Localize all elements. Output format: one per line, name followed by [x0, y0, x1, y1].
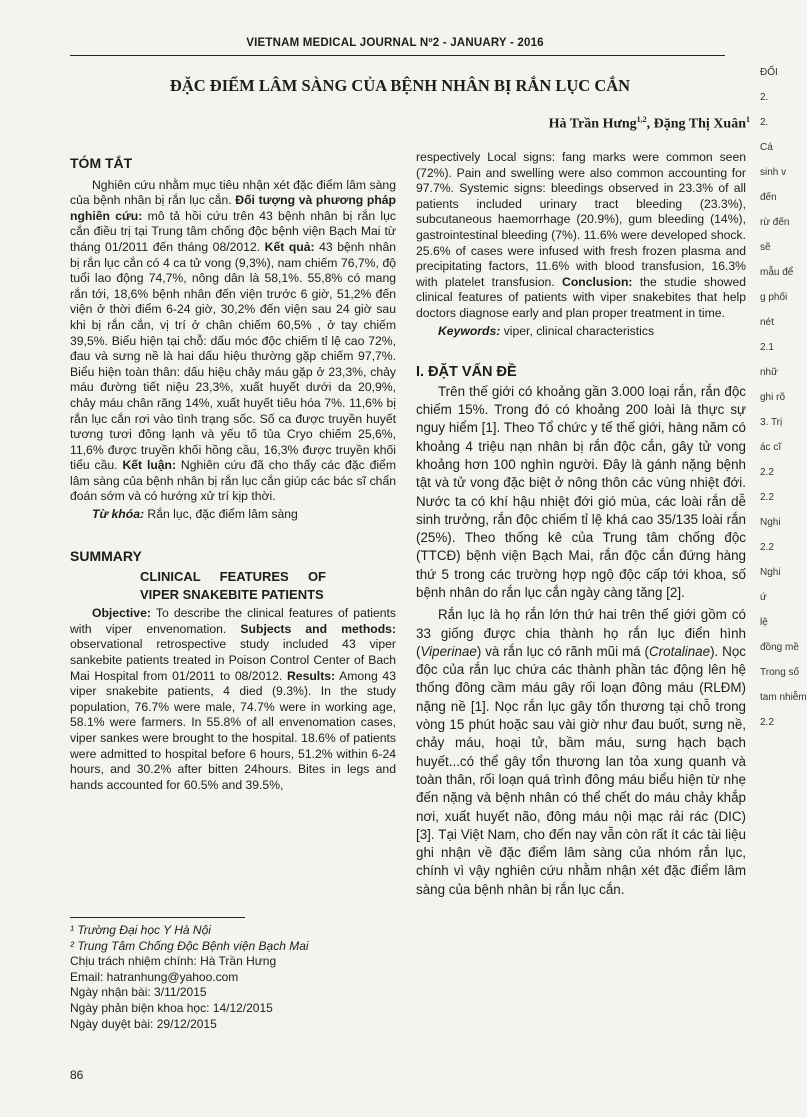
edge-fragment: lệ [760, 617, 768, 628]
edge-fragment: ứ [760, 592, 767, 603]
edge-fragment: Nghi [760, 517, 781, 528]
edge-fragment: 2.2 [760, 542, 774, 553]
edge-fragment: tam nhiễm [760, 692, 807, 703]
author-1-affiliation: 1,2 [636, 115, 647, 124]
summary-title: CLINICAL FEATURES OF VIPER SNAKEBITE PATIENTS [140, 569, 326, 603]
adjacent-page-edge [760, 36, 807, 836]
edge-fragment: 3. Trị [760, 417, 783, 428]
edge-fragment: 2. [760, 117, 769, 128]
tomtat-results-label: Kết quả: [264, 239, 315, 254]
edge-fragment: sinh v [760, 167, 787, 178]
summary-keywords-text: viper, clinical characteristics [500, 323, 655, 338]
edge-fragment: sẽ [760, 242, 771, 253]
responsible-author: Chịu trách nhiệm chính: Hà Trần Hưng [70, 954, 277, 969]
author-2: Đặng Thị Xuân [653, 116, 746, 132]
tomtat-keywords [70, 507, 396, 523]
tomtat-conclusion-label: Kết luận: [122, 458, 177, 473]
summary-methods: observational retrospective study included 43 viper sankebite patients treated in Poison Control Center of Bach Mai Hospital from 01/2011 to 08/2012. [70, 637, 396, 683]
edge-fragment: nhữ [760, 367, 778, 378]
author-1: Hà Trần Hưng [548, 116, 637, 132]
tomtat-methods-label: Đối tượng và phương pháp nghiên cứu: [70, 193, 396, 223]
edge-fragment: 2. [760, 92, 769, 103]
tomtat-keywords-label: Từ khóa: [92, 507, 145, 522]
intro-p2-part-b: ) và rắn lục có rãnh mũi má ( [476, 643, 650, 659]
journal-header: VIETNAM MEDICAL JOURNAL Nº2 - JANUARY - 2016 [246, 37, 544, 49]
introduction-paragraph-2 [416, 606, 746, 899]
tomtat-body [70, 178, 396, 505]
tomtat-intro: Nghiên cứu nhằm mục tiêu nhận xét đặc điểm lâm sàng của bệnh nhân bị rắn lục cắn. [70, 177, 396, 208]
tomtat-methods: mô tả hồi cứu trên 43 bệnh nhân bị rắn lục cắn điều trị tại Trung tâm chống độc bệnh viện Bạch Mai từ tháng 01/2011 đến tháng 08/2012. [70, 208, 396, 254]
edge-fragment: nét [760, 317, 774, 328]
edge-fragment: 2.2 [760, 492, 774, 503]
edge-fragment: đồng mề [760, 642, 799, 653]
edge-fragment: Trong số [760, 667, 800, 678]
author-2-affiliation: 1 [746, 115, 750, 124]
author-line [400, 115, 750, 133]
intro-p2-part-a: Rắn lục là họ rắn lớn thứ hai trên thế giới gồm có 33 giống được chia thành họ rắn lục điển hình ( [416, 607, 746, 659]
header-rule [70, 55, 725, 56]
footnotes [70, 923, 400, 1032]
summary-conclusion: the studie showed clinical features of patients with viper snakebites that help doctors diagnose early and plan proper treatment in time. [416, 274, 746, 320]
summary-results-label: Results: [287, 668, 336, 683]
summary-body-right [416, 150, 746, 322]
tomtat-conclusion: Nghiên cứu đã cho thấy các đặc điểm lâm sàng của bệnh nhân bị rắn lục cắn giúp các bác sĩ chẩn đoán sớm và có hướng xử trí kịp thời. [70, 458, 396, 504]
summary-keywords-label: Keywords: [438, 323, 501, 338]
edge-fragment: ĐỐI [760, 67, 778, 78]
edge-fragment: đến [760, 192, 777, 203]
summary-heading: SUMMARY [70, 547, 142, 564]
summary-objective: To describe the clinical features of patients with viper envenomation. [70, 606, 396, 636]
article-title: ĐẶC ĐIỂM LÂM SÀNG CỦA BỆNH NHÂN BỊ RẮN LỤC CẮN [169, 76, 631, 95]
footnote-1: ¹ Trường Đại học Y Hà Nội [70, 923, 211, 937]
intro-p2-part-c: ). Nọc độc của rắn lục chứa các thành phần tác động lên hệ thống đông cầm máu gây rối loạn đông máu (RLĐM) nặng nề [1]. Nọc rắn lục gây tổn thương tại chỗ trong vòng 15 phút hoặc sau vài giờ như đau buốt, sưng nề, chảy máu, hoại tử, bầm máu, sưng hạch bạch huyết...có thể gây tổn thương lan tỏa xung quanh và toàn thân, rối loạn quá trình đông máu biểu hiện từ nhẹ đến nặng và bệnh nhân có thể chết do máu chảy khắp nơi, xuất huyết não, đông máu nội mạc rải rác (DIC) [3]. Tại Việt Nam, cho đến nay vẫn còn rất ít các tài liệu ghi nhận về đặc điểm lâm sàng của nhóm rắn lục, chính vì vậy nghiên cứu nhằm nhận xét đặc điểm lâm sàng của bệnh nhân bị rắn lục cắn. [416, 643, 746, 897]
edge-fragment: 2.2 [760, 467, 774, 478]
date-received: Ngày nhận bài: 3/11/2015 [70, 985, 207, 1000]
edge-fragment: ác cĩ [760, 442, 782, 453]
edge-fragment: Nghi [760, 567, 781, 578]
edge-fragment: 2.2 [760, 717, 774, 728]
footnote-rule [70, 917, 245, 918]
intro-viperinae: Viperinae [420, 643, 477, 659]
tomtat-heading: TÓM TẮT [70, 155, 133, 171]
introduction-section [416, 365, 746, 899]
author-separator: , [646, 116, 654, 132]
summary-keywords [416, 324, 746, 340]
contact-email: Email: hatranhung@yahoo.com [70, 969, 239, 984]
date-reviewed: Ngày phản biện khoa học: 14/12/2015 [70, 1000, 273, 1015]
edge-fragment: Cá [760, 142, 773, 153]
intro-crotalinae: Crotalinae [649, 643, 711, 659]
edge-fragment: mẫu để [760, 267, 794, 278]
edge-fragment: rừ đến [760, 217, 790, 228]
edge-fragment: ghi rõ [760, 392, 786, 403]
right-column [416, 150, 746, 899]
introduction-paragraph-1: Trên thế giới có khoảng gần 3.000 loại rắn, rắn độc chiếm 15%. Trong đó có khoảng 200 loài là thực sự nguy hiểm [1]. Theo Tổ chức y tế thế giới, hàng năm có khoảng 4 triệu nạn nhân bị rắn độc cắn, gây tử vong khoảng hơn 100 nghìn người. Đây là gánh nặng bệnh tật và tử vong đặc biệt ở nông thôn các vùng nhiệt đới. Nước ta có khí hậu nhiệt đới gió mùa, các loài rắn dễ sinh trưởng, rắn độc chiếm tỉ lệ khá cao 35/135 loài rắn (25%). Theo thống kê của Trung tâm chống độc (TTCĐ) bệnh viện Bạch Mai, rắn độc cắn đứng hàng thứ 5 trong các trường hợp ngộ độc cấp tới khoa, số bệnh nhân do rắn lục cắn ngày càng tăng [2]. [416, 383, 746, 600]
summary-objective-label: Objective: [92, 606, 151, 621]
summary-body-left [70, 606, 396, 793]
summary-methods-label: Subjects and methods: [240, 621, 396, 636]
summary-results-left: Among 43 viper snakebite patients, 4 died (9.3%). In the study population, 76.7% were male, 74.7% were in working age, 58.1% were farmers. In 55.8% of all envenomation cases, viper sankes were brought to the hospital. 18.6% of patients were admitted to hospital before 6 hours, 51.2% within 6-24 hours, and 30.2% after bitten 24hours. Bites in legs and hands accounted for 60.5% and 39.5%, [70, 668, 396, 792]
date-accepted: Ngày duyệt bài: 29/12/2015 [70, 1016, 217, 1031]
tomtat-keywords-text: Rắn lục, đặc điểm lâm sàng [144, 507, 298, 522]
edge-fragment: g phối [760, 292, 788, 303]
footnote-2: ² Trung Tâm Chống Độc Bệnh viện Bạch Mai [70, 938, 309, 953]
introduction-heading: I. ĐẶT VẤN ĐỀ [416, 364, 517, 381]
left-column [70, 150, 396, 793]
edge-fragment: 2.1 [760, 342, 774, 353]
page-number: 86 [70, 1068, 84, 1082]
summary-conclusion-label: Conclusion: [562, 274, 633, 289]
summary-results-right: respectively Local signs: fang marks were common seen (72%). Pain and swelling were also common accounting for 97.7%. Systemic signs: bleedings observed in 23.3% of all patients included urinary tract bleeding (23.3%), subcutaneous haemorrhage (20.9%), gum bleeding (14%), gastrointestinal bleeding (7%). 11.6% were developed shock. 25.6% of cases were infused with fresh frozen plasma and precipitating factors, 11.6% with blood transfusion, 16.3% with platelet transfusion. [416, 150, 746, 289]
tomtat-results: 43 bệnh nhân bị rắn lục cắn có 4 ca tử vong (9,3%), nam chiếm 76,7%, độ tuổi lao động 74,7%, nông dân là 58,1%. 55,8% có mang rắn tới, 18,6% bệnh nhân đến viện trước 6 giờ, 51,2% đến viện ở thời điểm 6-24 giờ, 30,2% đến viện sau 24 giờ sau khi bị rắn cắn, vị trí ở chân chiếm 60,5% , ở tay chiếm 39,5%. Biểu hiện tại chỗ: dấu móc độc chiếm tỉ lệ cao 72%, đau và sưng nề là hai dấu hiệu thường gặp chiếm 97,7%. Biểu hiện toàn thân: dấu hiệu chảy máu gặp ở 23,3%, chảy máu đường tiết niệu 23,3%, xuất huyết dưới da 20,9%, chảy máu chân răng 14%, xuất huyết tiêu hóa 7%. 11,6% bị rắn lục cắn rơi vào tình trạng sốc. Số ca được truyền huyết tương tươi đông lạnh và yếu tố tủa Cryo chiếm 25,6%, 11,6% được truyền khối hồng cầu, 16,3% được truyền khối tiểu cầu. [70, 239, 396, 473]
